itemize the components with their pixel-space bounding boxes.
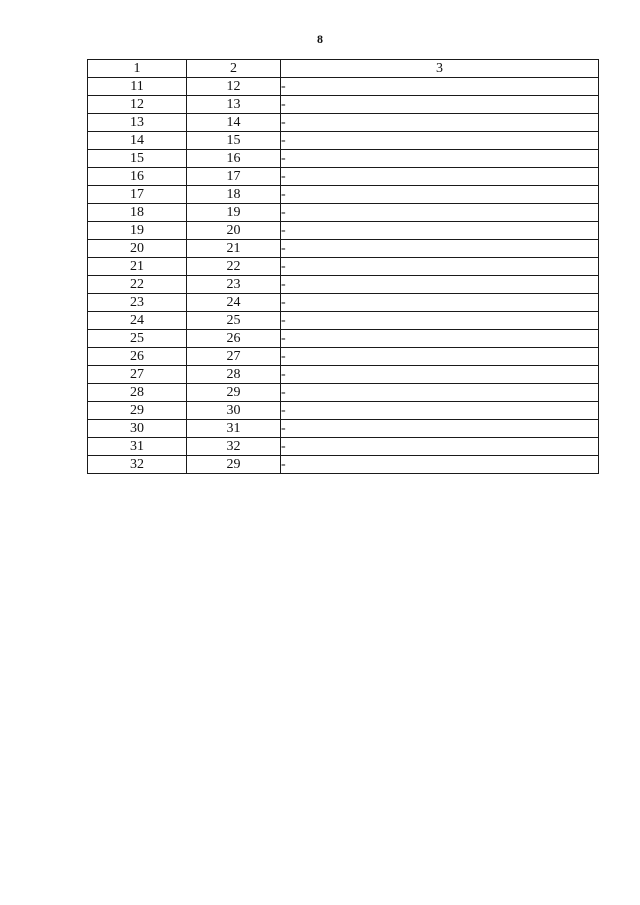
column-header-1: 1 (88, 60, 187, 78)
table-cell-col-3: - (281, 438, 599, 456)
table-cell-col-1: 29 (88, 402, 187, 420)
table-cell-col-1: 19 (88, 222, 187, 240)
table-cell-col-3: - (281, 96, 599, 114)
table-row (88, 420, 599, 438)
table-cell-col-1: 26 (88, 348, 187, 366)
table-row (88, 366, 599, 384)
table-row (88, 150, 599, 168)
table-cell-col-1: 23 (88, 294, 187, 312)
table-cell-col-1: 17 (88, 186, 187, 204)
table-cell-col-2: 25 (187, 312, 281, 330)
table-cell-col-2: 29 (187, 384, 281, 402)
page-number: 8 (317, 32, 323, 46)
table-cell-col-1: 16 (88, 168, 187, 186)
table-cell-col-3: - (281, 330, 599, 348)
table-cell-col-2: 28 (187, 366, 281, 384)
table-header-row (88, 60, 599, 78)
table-cell-col-3: - (281, 186, 599, 204)
table-cell-col-1: 13 (88, 114, 187, 132)
table-cell-col-1: 28 (88, 384, 187, 402)
table-cell-col-2: 17 (187, 168, 281, 186)
table-row (88, 294, 599, 312)
table-cell-col-3: - (281, 276, 599, 294)
table-cell-col-1: 12 (88, 96, 187, 114)
table-row (88, 402, 599, 420)
table-cell-col-3: - (281, 168, 599, 186)
table-row (88, 168, 599, 186)
table-row (88, 258, 599, 276)
table-cell-col-1: 18 (88, 204, 187, 222)
table-cell-col-3: - (281, 114, 599, 132)
table-row (88, 78, 599, 96)
table-cell-col-1: 24 (88, 312, 187, 330)
table-cell-col-1: 30 (88, 420, 187, 438)
table-row (88, 114, 599, 132)
table-cell-col-2: 15 (187, 132, 281, 150)
table-cell-col-2: 18 (187, 186, 281, 204)
table-cell-col-2: 13 (187, 96, 281, 114)
table-row (88, 96, 599, 114)
table-cell-col-2: 23 (187, 276, 281, 294)
table-row (88, 222, 599, 240)
table-cell-col-2: 26 (187, 330, 281, 348)
table-cell-col-1: 22 (88, 276, 187, 294)
table-cell-col-3: - (281, 150, 599, 168)
table-cell-col-2: 12 (187, 78, 281, 96)
table-cell-col-2: 29 (187, 456, 281, 474)
table-cell-col-1: 27 (88, 366, 187, 384)
table-cell-col-1: 14 (88, 132, 187, 150)
table-cell-col-3: - (281, 222, 599, 240)
table-cell-col-3: - (281, 366, 599, 384)
table-body (88, 78, 599, 474)
table-cell-col-3: - (281, 78, 599, 96)
table-cell-col-2: 16 (187, 150, 281, 168)
table-cell-col-3: - (281, 294, 599, 312)
table-row (88, 312, 599, 330)
table-cell-col-1: 25 (88, 330, 187, 348)
table-row (88, 240, 599, 258)
table-row (88, 384, 599, 402)
table-row (88, 330, 599, 348)
table-cell-col-2: 27 (187, 348, 281, 366)
column-header-2: 2 (187, 60, 281, 78)
table-cell-col-3: - (281, 312, 599, 330)
table-row (88, 132, 599, 150)
data-table (87, 59, 599, 474)
table-cell-col-1: 20 (88, 240, 187, 258)
table-cell-col-2: 22 (187, 258, 281, 276)
table-row (88, 204, 599, 222)
table-header (88, 60, 599, 78)
table-cell-col-1: 11 (88, 78, 187, 96)
table-cell-col-3: - (281, 348, 599, 366)
table-row (88, 186, 599, 204)
table-row (88, 348, 599, 366)
table-cell-col-2: 31 (187, 420, 281, 438)
table-cell-col-2: 24 (187, 294, 281, 312)
table-cell-col-1: 21 (88, 258, 187, 276)
table-cell-col-1: 15 (88, 150, 187, 168)
table-row (88, 438, 599, 456)
table-cell-col-2: 21 (187, 240, 281, 258)
table-cell-col-2: 32 (187, 438, 281, 456)
table-cell-col-2: 14 (187, 114, 281, 132)
table-cell-col-3: - (281, 402, 599, 420)
table-cell-col-1: 31 (88, 438, 187, 456)
table-cell-col-3: - (281, 420, 599, 438)
column-header-3: 3 (281, 60, 599, 78)
table-cell-col-2: 20 (187, 222, 281, 240)
table-row (88, 276, 599, 294)
table-cell-col-3: - (281, 132, 599, 150)
table-cell-col-3: - (281, 384, 599, 402)
table-cell-col-3: - (281, 240, 599, 258)
table-cell-col-2: 19 (187, 204, 281, 222)
table-cell-col-1: 32 (88, 456, 187, 474)
table-cell-col-3: - (281, 258, 599, 276)
table-cell-col-3: - (281, 204, 599, 222)
table-cell-col-2: 30 (187, 402, 281, 420)
table-row (88, 456, 599, 474)
table-cell-col-3: - (281, 456, 599, 474)
